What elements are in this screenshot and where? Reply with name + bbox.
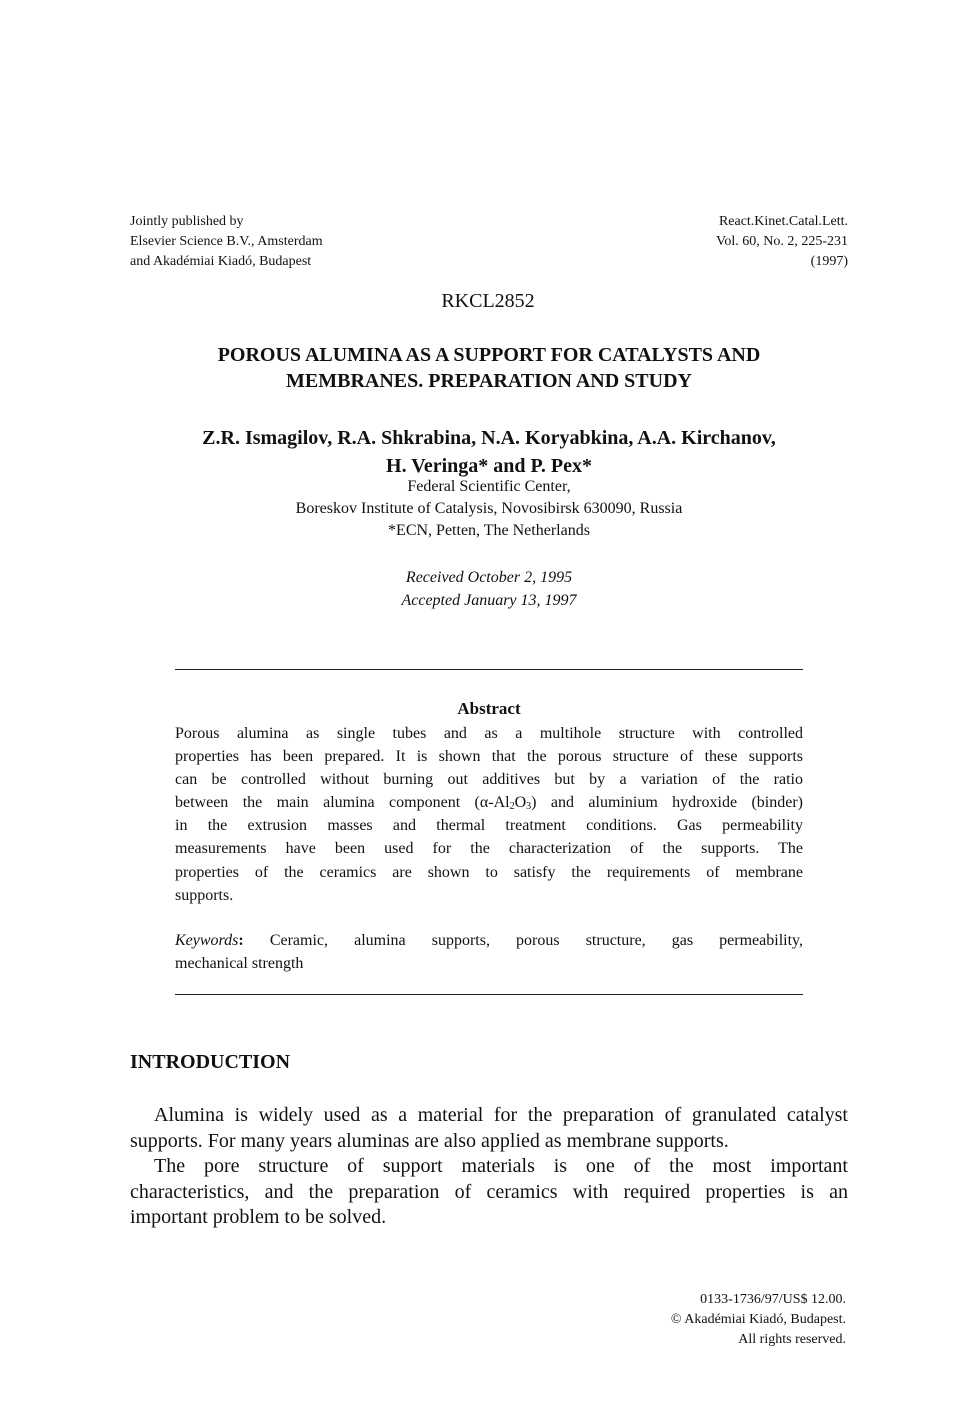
- abstract-line: can be controlled without burning out additives but by a variation of the ratio: [175, 771, 803, 789]
- abstract-line: between the main alumina component (α-Al: [175, 794, 510, 812]
- footer-line: © Akadémiai Kiadó, Budapest.: [670, 1312, 846, 1327]
- introduction-heading: INTRODUCTION: [130, 1051, 291, 1073]
- journal-info: [716, 212, 848, 272]
- article-dates: [130, 566, 848, 612]
- article-code: RKCL2852: [441, 290, 535, 312]
- copyright-footer: [671, 1290, 846, 1350]
- title-line: MEMBRANES. PREPARATION AND STUDY: [286, 370, 692, 392]
- abstract-bottom-rule: [175, 994, 803, 995]
- formula-element: O: [514, 794, 527, 812]
- title-line: POROUS ALUMINA AS A SUPPORT FOR CATALYSTS AND: [217, 344, 761, 366]
- footer-line: 0133-1736/97/US$ 12.00.: [700, 1292, 846, 1307]
- received-date: Received October 2, 1995: [405, 569, 573, 586]
- author-list: [130, 424, 848, 480]
- publisher-line: and Akadémiai Kiadó, Budapest: [130, 254, 312, 269]
- keywords-label: Keywords: [175, 932, 239, 949]
- keywords-line: [175, 929, 803, 952]
- affiliation-line: Boreskov Institute of Catalysis, Novosibirsk 630090, Russia: [295, 500, 683, 517]
- formula-subscript: 2: [509, 801, 515, 813]
- abstract-line: in the extrusion masses and thermal treatment conditions. Gas permeability: [175, 817, 803, 835]
- keywords-text: Ceramic, alumina supports, porous structure, gas permeability,: [243, 932, 803, 949]
- abstract-line-tail: ) and aluminium hydroxide (binder): [531, 794, 804, 812]
- author-line: Z.R. Ismagilov, R.A. Shkrabina, N.A. Koryabkina, A.A. Kirchanov,: [202, 427, 776, 449]
- publisher-line: Elsevier Science B.V., Amsterdam: [130, 234, 323, 249]
- abstract-line: measurements have been used for the characterization of the supports. The: [175, 840, 803, 858]
- keywords-line: mechanical strength: [175, 955, 304, 972]
- abstract-top-rule: [175, 669, 803, 670]
- keywords-colon: :: [238, 932, 244, 949]
- abstract-body: [175, 722, 803, 907]
- abstract-line: properties has been prepared. It is shown that the porous structure of these supports: [175, 748, 803, 766]
- affiliation-line: *ECN, Petten, The Netherlands: [388, 522, 590, 539]
- journal-line: Vol. 60, No. 2, 225-231: [716, 234, 848, 249]
- formula-subscript: 3: [526, 801, 532, 813]
- intro-line: The pore structure of support materials is one of the most important: [154, 1155, 848, 1178]
- publisher-line: Jointly published by: [130, 214, 244, 229]
- intro-line: supports. For many years aluminas are also applied as membrane supports.: [130, 1129, 729, 1152]
- intro-line: important problem to be solved.: [130, 1206, 387, 1229]
- author-line: H. Veringa* and P. Pex*: [386, 455, 592, 477]
- affiliation-line: Federal Scientific Center,: [407, 478, 571, 495]
- journal-line: (1997): [810, 254, 848, 269]
- abstract-heading: Abstract: [457, 699, 521, 718]
- paper-title: [130, 342, 848, 394]
- abstract-line-formula: [175, 791, 803, 814]
- affiliations: [130, 476, 848, 542]
- abstract-line: supports.: [175, 886, 234, 904]
- accepted-date: Accepted January 13, 1997: [401, 592, 577, 609]
- journal-line: React.Kinet.Catal.Lett.: [718, 214, 848, 229]
- publisher-info: [130, 212, 323, 272]
- abstract-line: properties of the ceramics are shown to satisfy the requirements of membrane: [175, 863, 803, 881]
- abstract-line: Porous alumina as single tubes and as a multihole structure with controlled: [175, 725, 803, 742]
- footer-line: All rights reserved.: [738, 1332, 846, 1347]
- introduction-body: [130, 1103, 848, 1231]
- intro-line: characteristics, and the preparation of ceramics with required properties is an: [130, 1180, 848, 1203]
- intro-line: Alumina is widely used as a material for the preparation of granulated catalyst: [154, 1104, 848, 1126]
- keywords: [175, 929, 803, 975]
